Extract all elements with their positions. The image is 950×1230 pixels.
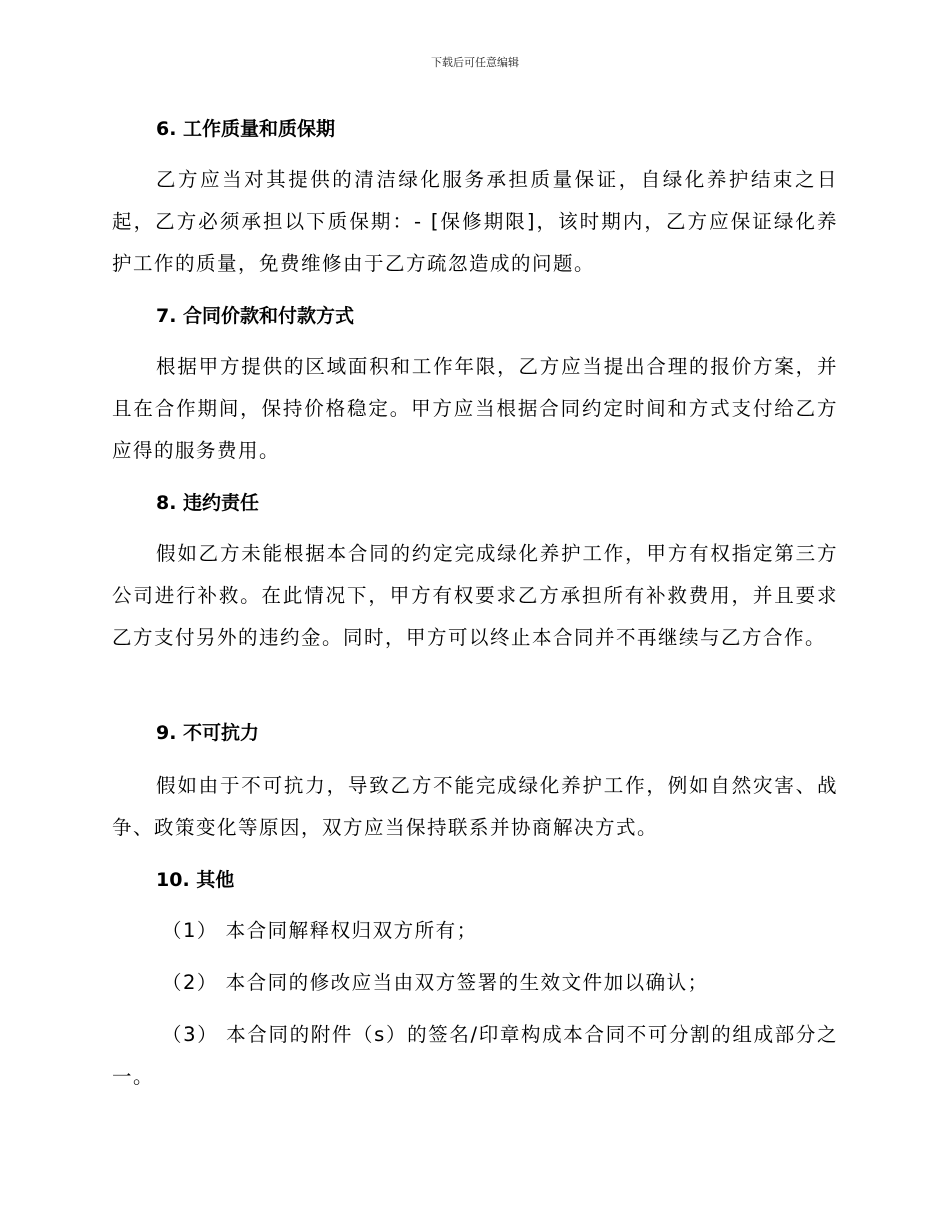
section-9-paragraph: 假如由于不可抗力，导致乙方不能完成绿化养护工作，例如自然灾害、战争、政策变化等原因，双方应当保持联系并协商解决方式。 (112, 774, 838, 839)
page-header: 下载后可任意编辑 (431, 56, 519, 69)
section-6-paragraph: 乙方应当对其提供的清洁绿化服务承担质量保证，自绿化养护结束之日起，乙方必须承担以下质保期：- [保修期限]，该时期内，乙方应保证绿化养护工作的质量，免费维修由于乙方疏忽造成的问题。 (112, 168, 838, 275)
section-10-item-3: （3） 本合同的附件（s）的签名/印章构成本合同不可分割的组成部分之一。 (112, 1023, 838, 1088)
section-8-paragraph: 假如乙方未能根据本合同的约定完成绿化养护工作，甲方有权指定第三方公司进行补救。在此情况下，甲方有权要求乙方承担所有补救费用，并且要求乙方支付另外的违约金。同时，甲方可以终止本合同并不再继续与乙方合作。 (112, 542, 838, 649)
section-10-heading: 10. 其他 (156, 869, 235, 891)
section-8-heading: 8. 违约责任 (156, 492, 260, 514)
section-9-heading: 9. 不可抗力 (156, 722, 260, 744)
section-10-item-2: （2） 本合同的修改应当由双方签署的生效文件加以确认； (162, 971, 709, 994)
section-6-heading: 6. 工作质量和质保期 (156, 118, 336, 140)
section-7-heading: 7. 合同价款和付款方式 (156, 305, 355, 327)
section-10-item-1: （1） 本合同解释权归双方所有； (162, 919, 478, 942)
section-7-paragraph: 根据甲方提供的区域面积和工作年限，乙方应当提出合理的报价方案，并且在合作期间，保持价格稳定。甲方应当根据合同约定时间和方式支付给乙方应得的服务费用。 (112, 355, 838, 462)
